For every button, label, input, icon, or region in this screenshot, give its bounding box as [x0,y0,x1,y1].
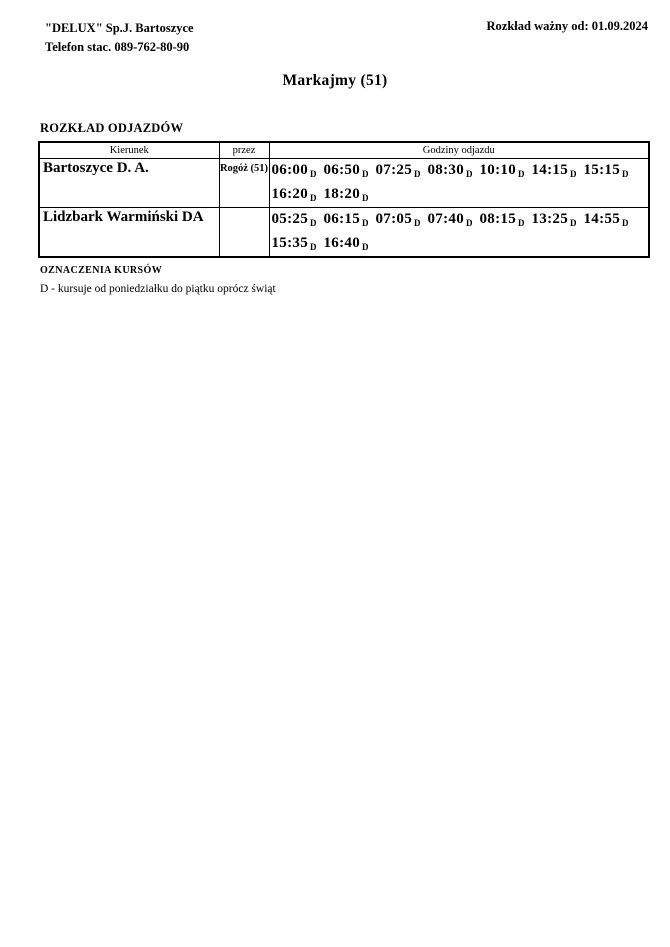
course-mark: D [310,193,317,203]
departure-time [428,208,473,232]
route-title: Markajmy (51) [282,71,388,89]
course-mark: D [414,169,421,179]
course-mark: D [362,193,369,203]
direction-cell: Lidzbark Warmiński DA [39,208,219,258]
time-value: 07:40 [427,211,464,227]
departure-table [38,141,650,259]
time-value: 08:30 [427,162,464,178]
time-value: 10:10 [479,162,516,178]
column-header-via: przez [219,142,269,159]
via-cell: Rogóż (51) [219,159,269,208]
time-value: 14:55 [583,211,620,227]
departure-time [532,159,577,183]
time-value: 14:15 [531,162,568,178]
legend-note: D - kursuje od poniedziałku do piątku oprócz świąt [40,283,276,295]
course-mark: D [622,169,629,179]
course-mark: D [414,218,421,228]
times-cell [269,208,649,258]
table-row [39,208,649,258]
table-row [39,159,649,208]
times-cell [269,159,649,208]
departure-time [272,159,317,183]
company-name: "DELUX" Sp.J. Bartoszyce [45,21,194,35]
departure-time [376,208,421,232]
page-header [0,0,670,57]
time-value: 08:15 [479,211,516,227]
column-header-direction: Kierunek [39,142,219,159]
time-value: 07:25 [375,162,412,178]
departure-time [272,183,317,207]
time-value: 15:15 [583,162,620,178]
time-value: 13:25 [531,211,568,227]
departure-time [272,232,317,256]
course-mark: D [362,242,369,252]
column-header-times: Godziny odjazdu [269,142,649,159]
departure-time [480,159,525,183]
course-mark: D [622,218,629,228]
table-header-row [39,142,649,159]
course-mark: D [362,218,369,228]
departure-time [428,159,473,183]
course-mark: D [518,218,525,228]
time-value: 18:20 [323,186,360,202]
time-value: 15:35 [271,235,308,251]
time-value: 06:50 [323,162,360,178]
course-mark: D [570,169,577,179]
course-mark: D [466,169,473,179]
departure-time [324,232,369,256]
departure-time [272,208,317,232]
course-mark: D [570,218,577,228]
time-value: 07:05 [375,211,412,227]
departure-time [324,183,369,207]
time-value: 06:15 [323,211,360,227]
time-value: 05:25 [271,211,308,227]
legend-title: OZNACZENIA KURSÓW [40,265,163,276]
departure-time [324,159,369,183]
via-cell [219,208,269,258]
direction-cell: Bartoszyce D. A. [39,159,219,208]
company-phone: Telefon stac. 089-762-80-90 [45,39,190,54]
departure-time [584,159,629,183]
departure-time [376,159,421,183]
departure-time [532,208,577,232]
course-mark: D [310,169,317,179]
section-title-departures: ROZKŁAD ODJAZDÓW [40,120,184,135]
company-info [45,19,194,57]
valid-from-date: Rozkład ważny od: 01.09.2024 [486,19,648,33]
time-value: 16:40 [323,235,360,251]
departure-time [324,208,369,232]
time-value: 16:20 [271,186,308,202]
course-mark: D [518,169,525,179]
time-value: 06:00 [271,162,308,178]
departure-time [584,208,629,232]
departure-time [480,208,525,232]
course-mark: D [362,169,369,179]
course-mark: D [466,218,473,228]
course-mark: D [310,218,317,228]
course-mark: D [310,242,317,252]
